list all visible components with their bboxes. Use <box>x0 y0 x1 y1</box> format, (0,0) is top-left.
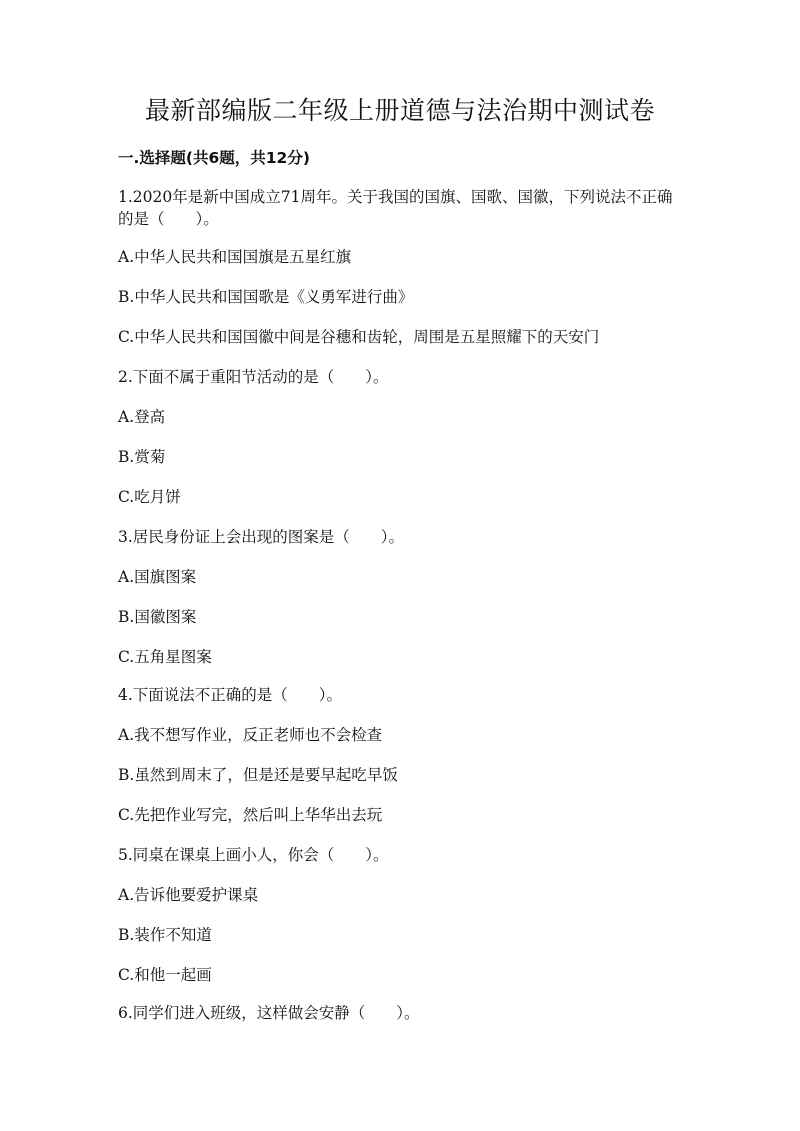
question-1-option-a: A.中华人民共和国国旗是五星红旗 <box>118 248 352 266</box>
question-5-option-a: A.告诉他要爱护课桌 <box>118 886 259 904</box>
question-2-stem: 2.下面不属于重阳节活动的是（ ）。 <box>118 368 389 386</box>
question-2-option-b: B.赏菊 <box>118 448 166 466</box>
question-1-stem: 1.2020年是新中国成立71周年。关于我国的国旗、国歌、国徽，下列说法不正确的是（ ）。 <box>118 188 673 228</box>
question-2-option-a: A.登高 <box>118 408 166 426</box>
question-6-stem: 6.同学们进入班级，这样做会安静（ ）。 <box>118 1004 420 1022</box>
question-5-option-c: C.和他一起画 <box>118 966 212 984</box>
question-3-option-a: A.国旗图案 <box>118 568 197 586</box>
question-3-option-b: B.国徽图案 <box>118 608 197 626</box>
question-3-stem: 3.居民身份证上会出现的图案是（ ）。 <box>118 528 405 546</box>
question-1-option-b: B.中华人民共和国国歌是《义勇军进行曲》 <box>118 288 414 306</box>
question-4-stem: 4.下面说法不正确的是（ ）。 <box>118 686 343 704</box>
section-heading: 一.选择题(共6题，共12分) <box>118 149 310 167</box>
question-3-option-c: C.五角星图案 <box>118 648 212 666</box>
question-1-option-c: C.中华人民共和国国徽中间是谷穗和齿轮，周围是五星照耀下的天安门 <box>118 328 600 346</box>
question-5-option-b: B.装作不知道 <box>118 926 212 944</box>
question-5-stem: 5.同桌在课桌上画小人，你会（ ）。 <box>118 846 389 864</box>
question-4-option-c: C.先把作业写完，然后叫上华华出去玩 <box>118 806 383 824</box>
page-title: 最新部编版二年级上册道德与法治期中测试卷 <box>144 96 655 125</box>
question-4-option-a: A.我不想写作业，反正老师也不会检查 <box>118 726 383 744</box>
question-2-option-c: C.吃月饼 <box>118 488 181 506</box>
question-4-option-b: B.虽然到周末了，但是还是要早起吃早饭 <box>118 766 398 784</box>
